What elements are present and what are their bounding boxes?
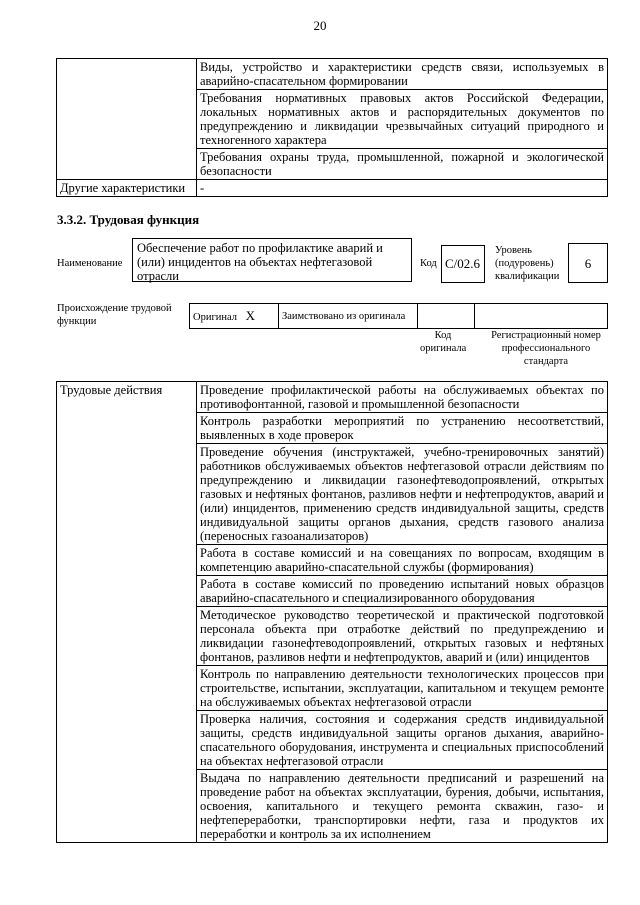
table-row (57, 149, 608, 180)
table-row (57, 180, 608, 197)
row-text: - (197, 180, 608, 197)
labor-actions-table (56, 381, 608, 843)
row-label: Другие характеристики (57, 180, 197, 197)
reg-number-cell (475, 304, 608, 329)
table-row (57, 545, 608, 576)
action-item: Работа в составе комиссий и на совещаниях по вопросам, входящим в компетенцию аварийно-спасательной службы (формирования) (197, 545, 608, 576)
origin-label: Происхождение трудовой функции (57, 303, 172, 327)
row-label: Трудовые действия (57, 382, 197, 413)
function-name: Обеспечение работ по профилактике аварий и (или) инцидентов на объектах нефтегазовой отрасли (132, 238, 412, 282)
qualification-level: 6 (568, 243, 608, 283)
row-label (57, 149, 197, 180)
caption-reg-number: Регистрационный номер профессионального стандарта (491, 330, 601, 367)
table-row (57, 607, 608, 666)
table-row (57, 382, 608, 413)
table-row (190, 304, 608, 329)
row-label (57, 59, 197, 90)
function-code: С/02.6 (441, 245, 485, 283)
code-cell (418, 304, 475, 329)
action-item: Методическое руководство теоретической и практической подготовкой персонала объекта при отработке действий по предупреждению и ликвидации газонефтеводопроявлений, открытых газовых и нефтяных фонтанов, разливов нефти и нефтепродуктов, аварий и (или) инцидентов (197, 607, 608, 666)
table-row (57, 59, 608, 90)
action-item: Работа в составе комиссий по проведению испытаний новых образцов аварийно-спасательного и специализированного оборудования (197, 576, 608, 607)
table-row (57, 413, 608, 444)
table-row (57, 770, 608, 843)
borrowed-cell: Заимствовано из оригинала (279, 304, 418, 329)
table-row (57, 711, 608, 770)
section-title: 3.3.2. Трудовая функция (57, 212, 200, 227)
action-item: Выдача по направлению деятельности предписаний и разрешений на проведение работ на объектах эксплуатации, бурения, добычи, испытания, освоения, капитального и текущего ремонта скважин, газо- и нефтепереработки, транспортировки нефти, газа и продуктов их переработки и контроль за их исполнением (197, 770, 608, 843)
page-number: 20 (313, 18, 327, 33)
name-label: Наименование (57, 258, 123, 269)
action-item: Контроль разработки мероприятий по устранению несоответствий, выявленных в ходе проверок (197, 413, 608, 444)
level-label: Уровень (подуровень) квалификации (495, 245, 560, 282)
action-item: Проверка наличия, состояния и содержания средств индивидуальной защиты, средств индивидуальной защиты органов дыхания, аварийно-спасательного оборудования, инструмента и специальных приспособлений на объектах нефтегазовой отрасли (197, 711, 608, 770)
action-item: Проведение профилактической работы на обслуживаемых объектах по противофонтанной, газовой и промышленной безопасности (197, 382, 608, 413)
original-label: Оригинал (193, 312, 237, 323)
row-label (57, 90, 197, 149)
origin-table (189, 303, 608, 329)
original-mark: X (245, 308, 256, 323)
action-item: Контроль по направлению деятельности технологических процессов при строительстве, испытании, эксплуатации, капитальном и текущем ремонте на обслуживаемых объектах нефтегазовой отрасли (197, 666, 608, 711)
original-cell (190, 304, 279, 329)
table-row (57, 90, 608, 149)
action-item: Проведение обучения (инструктажей, учебно-тренировочных занятий) работников обслуживаемых объектов нефтегазовой отрасли действиям по предупреждению и ликвидации газонефтеводопроявлений, открытых газовых и нефтяных фонтанов, разливов нефти и нефтепродуктов, аварий и (или) инцидентов, применению средств индивидуальной защиты, средств индивидуальной защиты органов дыхания, средств газового анализа (переносных газоанализаторов) (197, 444, 608, 545)
table-row (57, 666, 608, 711)
row-text: Требования нормативных правовых актов Российской Федерации, локальных нормативных актов и распорядительных документов по предупреждению и ликвидации чрезвычайных ситуаций природного и техногенного характера (197, 90, 608, 149)
table-row (57, 444, 608, 545)
code-label: Код (420, 258, 437, 269)
row-text: Требования охраны труда, промышленной, пожарной и экологической безопасности (197, 149, 608, 180)
caption-code: Код оригинала (420, 330, 467, 354)
table-row (57, 576, 608, 607)
knowledge-table (56, 58, 608, 197)
row-text: Виды, устройство и характеристики средств связи, используемых в аварийно-спасательном формировании (197, 59, 608, 90)
